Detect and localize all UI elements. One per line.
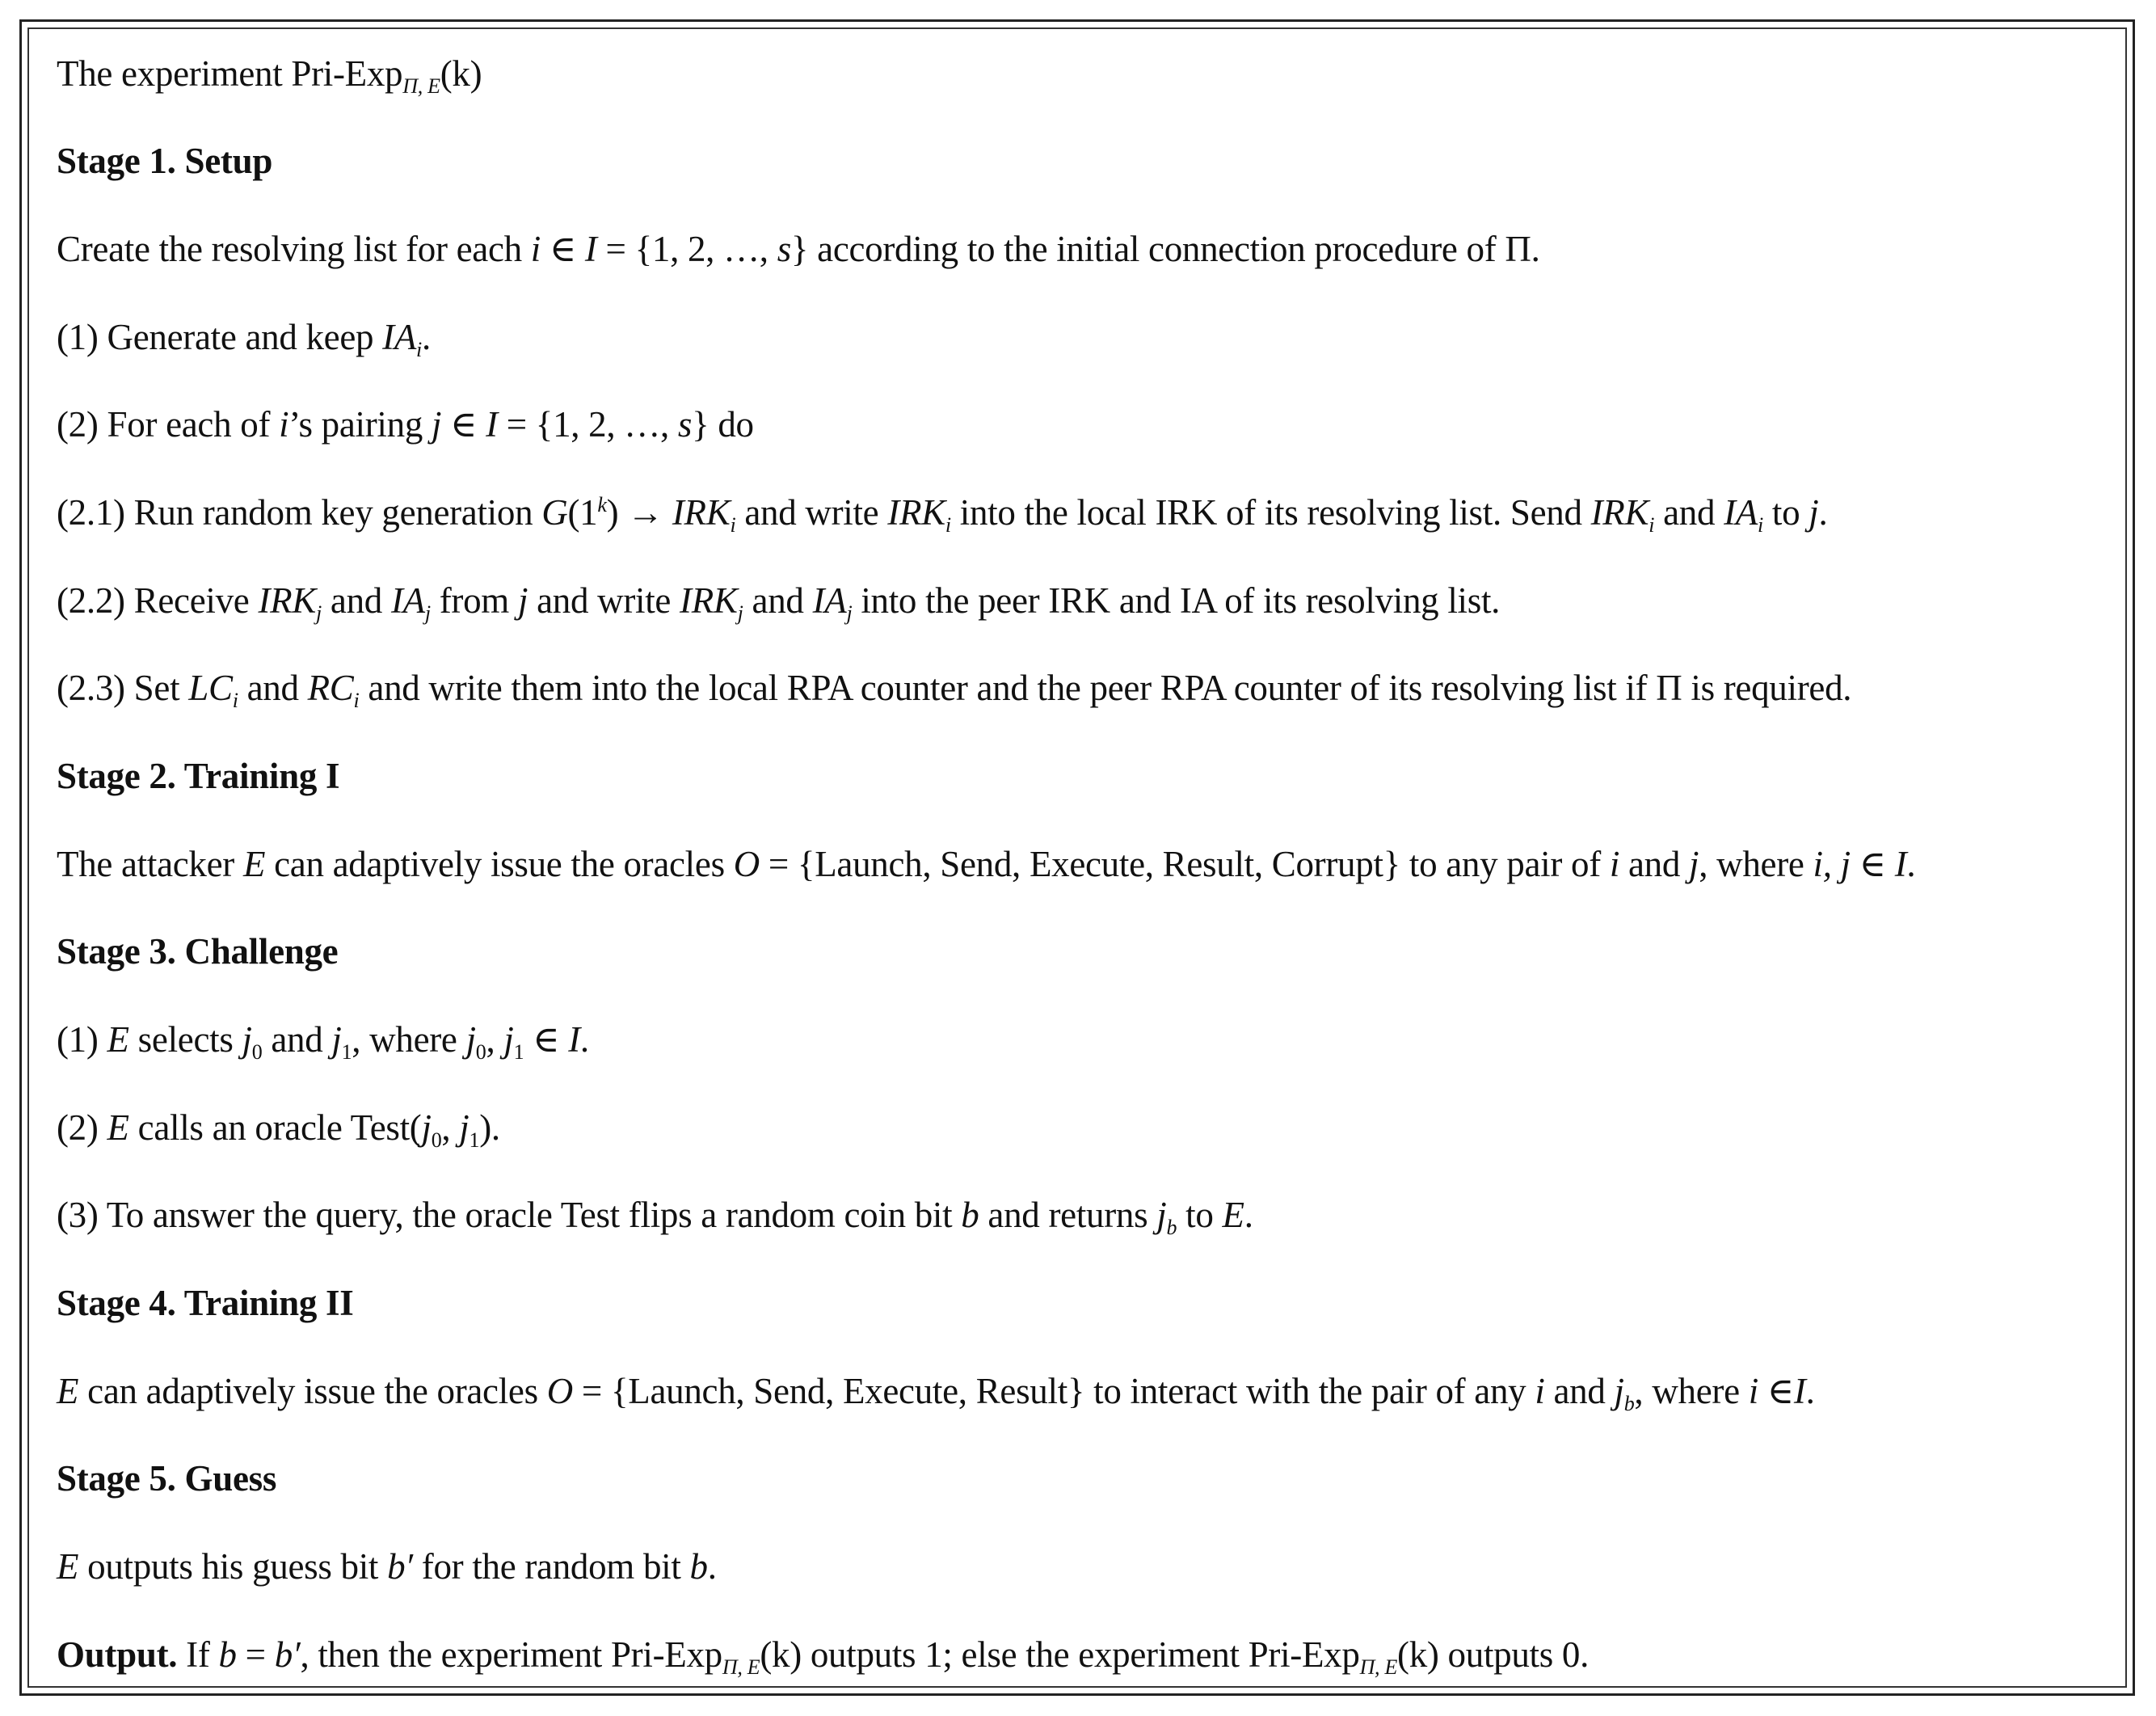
output-line: Output. If b = b′, then the experiment Pri-Exp$_{\Pi, E}$(k) outputs 1; else the experiment Pri-Exp$_{\Pi, E}$(k) outputs 0. <box>57 1634 1590 1679</box>
stage1-heading: Stage 1. Setup <box>57 141 273 181</box>
stage1-intro: Create the resolving list for each i ∈ I = {1, 2, …, s} according to the initial connection procedure of Π. <box>57 229 1540 269</box>
stage2-heading: Stage 2. Training I <box>57 756 340 796</box>
stage3-item-3: (3) To answer the query, the oracle Test flips a random coin bit b and returns $j_b$ to E. <box>57 1195 1253 1239</box>
stage1-item-2-3: (2.3) Set $LC_i$ and $RC_i$ and write them into the local RPA counter and the peer RPA counter of its resolving list if Π is required. <box>57 668 1852 712</box>
stage1-item-2: (2) For each of i’s pairing j ∈ I = {1, 2, …, s} do <box>57 404 754 445</box>
stage2-text: The attacker E can adaptively issue the oracles O = {Launch, Send, Execute, Result, Corrupt} to any pair of i and j, where i, j ∈ I. <box>57 844 1916 884</box>
stage1-item-2-2: (2.2) Receive $IRK_j$ and $IA_j$ from j and write $IRK_j$ and $IA_j$ into the peer IRK and IA of its resolving list. <box>57 580 1501 625</box>
experiment-box <box>19 19 2135 1696</box>
stage1-item-1: (1) Generate and keep $IA_i$. <box>57 317 431 361</box>
stage3-item-2: (2) E calls an oracle $Test(j_0$, $j_1$). <box>57 1107 500 1152</box>
output-label: Output. <box>57 1634 178 1675</box>
stage5-heading: Stage 5. Guess <box>57 1458 277 1499</box>
stage3-heading: Stage 3. Challenge <box>57 931 339 972</box>
stage3-item-1: (1) E selects $j_0$ and $j_1$, where $j_0$, $j_1$ ∈ I. <box>57 1019 589 1064</box>
experiment-box-inner <box>27 27 2127 1688</box>
stage1-item-2-1: (2.1) Run random key generation $G(1^k) \to IRK_i$ and write $IRK_i$ into the local IRK of its resolving list. Send $IRK_i$ and $IA_i$ to j. <box>57 492 1828 537</box>
stage4-text: E can adaptively issue the oracles O = {Launch, Send, Execute, Result} to interact with the pair of any i and $j_b$, where i ∈I. <box>57 1371 1815 1415</box>
stage4-heading: Stage 4. Training II <box>57 1283 354 1323</box>
experiment-content <box>57 29 2101 1686</box>
experiment-title: The experiment Pri-Exp$_{\Pi, E}$(k) <box>57 53 482 98</box>
stage5-text: E outputs his guess bit b′ for the random bit b. <box>57 1546 717 1587</box>
